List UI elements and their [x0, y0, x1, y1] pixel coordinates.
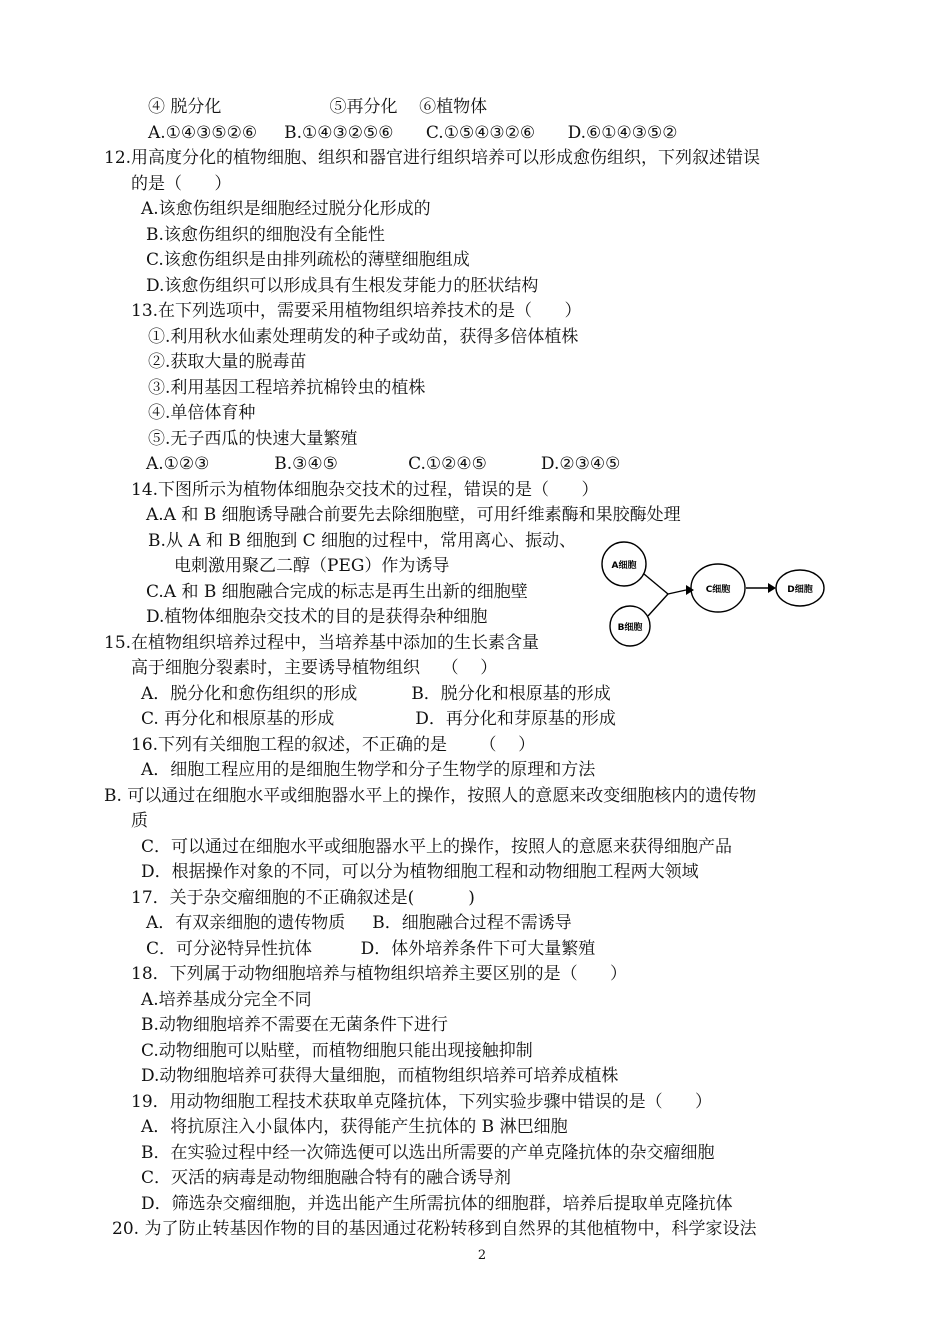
- text-line: ⑤.无子西瓜的快速大量繁殖: [148, 429, 358, 449]
- arrow-head-1: [686, 585, 694, 595]
- option-b: B.从 A 和 B 细胞到 C 细胞的过程中，常用离心、振动、: [148, 531, 577, 551]
- option-d: D．根据操作对象的不同，可以分为植物细胞工程和动物细胞工程两大领域: [141, 862, 699, 882]
- text-line: ①.利用秋水仙素处理萌发的种子或幼苗，获得多倍体植株: [148, 327, 579, 347]
- option-b: B．在实验过程中经一次筛选便可以选出所需要的产单克隆抗体的杂交瘤细胞: [141, 1143, 715, 1163]
- question-14: 14.下图所示为植物体细胞杂交技术的过程，错误的是（ ）: [131, 480, 599, 500]
- option-c: C．可以通过在细胞水平或细胞器水平上的操作，按照人的意愿来获得细胞产品: [141, 837, 733, 857]
- question-18: 18．下列属于动物细胞培养与植物组织培养主要区别的是（ ）: [131, 964, 628, 984]
- arrow-head-2: [768, 583, 776, 593]
- text-line: C. 再分化和根原基的形成 D．再分化和芽原基的形成: [141, 709, 616, 729]
- page-number: 2: [477, 1248, 487, 1263]
- question-13: 13.在下列选项中，需要采用植物组织培养技术的是（ ）: [131, 301, 582, 321]
- option-a: A．细胞工程应用的是细胞生物学和分子生物学的原理和方法: [141, 760, 596, 780]
- option-d: D.该愈伤组织可以形成具有生根发芽能力的胚状结构: [146, 276, 539, 296]
- option-d: D．筛选杂交瘤细胞，并选出能产生所需抗体的细胞群，培养后提取单克隆抗体: [141, 1194, 733, 1214]
- option-c: C．灭活的病毒是动物细胞融合特有的融合诱导剂: [141, 1168, 512, 1188]
- text-line: 的是（ ）: [131, 174, 232, 194]
- option-a: A.A 和 B 细胞诱导融合前要先去除细胞壁，可用纤维素酶和果胶酶处理: [146, 505, 681, 525]
- question-16: 16.下列有关细胞工程的叙述，不正确的是 （ ）: [131, 735, 536, 755]
- option-c: C.该愈伤组织是由排列疏松的薄壁细胞组成: [146, 250, 470, 270]
- option-a: A．将抗原注入小鼠体内，获得能产生抗体的 B 淋巴细胞: [141, 1117, 568, 1137]
- option-c: C.动物细胞可以贴壁，而植物细胞只能出现接触抑制: [141, 1041, 533, 1061]
- text-line: ③.利用基因工程培养抗棉铃虫的植株: [148, 378, 426, 398]
- text-line: A.①②③ B.③④⑤ C.①②④⑤ D.②③④⑤: [146, 454, 621, 474]
- text-line: A．脱分化和愈伤组织的形成 B．脱分化和根原基的形成: [141, 684, 611, 704]
- option-a: A.该愈伤组织是细胞经过脱分化形成的: [141, 199, 431, 219]
- cell-b-label: B细胞: [617, 623, 643, 633]
- option-b: B.该愈伤组织的细胞没有全能性: [146, 225, 385, 245]
- option-b: B.动物细胞培养不需要在无菌条件下进行: [141, 1015, 448, 1035]
- option-d: D.植物体细胞杂交技术的目的是获得杂种细胞: [146, 607, 488, 627]
- text-line: ②.获取大量的脱毒苗: [148, 352, 307, 372]
- text-line: C．可分泌特异性抗体 D．体外培养条件下可大量繁殖: [146, 939, 596, 959]
- text-line: A．有双亲细胞的遗传物质 B．细胞融合过程不需诱导: [146, 913, 572, 933]
- question-17: 17．关于杂交瘤细胞的不正确叙述是( ): [131, 888, 475, 908]
- question-15: 15.在植物组织培养过程中，当培养基中添加的生长素含量: [104, 633, 540, 653]
- option-a: A.培养基成分完全不同: [141, 990, 312, 1010]
- question-19: 19．用动物细胞工程技术获取单克隆抗体，下列实验步骤中错误的是（ ）: [131, 1092, 713, 1112]
- text-line: 质: [131, 811, 148, 831]
- text-line: ④.单倍体育种: [148, 403, 256, 423]
- cell-c-label: C细胞: [705, 585, 731, 595]
- cell-a-label: A细胞: [611, 561, 637, 571]
- option-c: C.A 和 B 细胞融合完成的标志是再生出新的细胞壁: [146, 582, 528, 602]
- text-line: 高于细胞分裂素时，主要诱导植物组织 （ ）: [131, 658, 498, 678]
- question-20: 20. 为了防止转基因作物的目的基因通过花粉转移到自然界的其他植物中，科学家设法: [112, 1219, 757, 1239]
- cell-fusion-diagram: [600, 538, 840, 648]
- cell-d-label: D细胞: [787, 585, 813, 595]
- text-line: A.①④③⑤②⑥ B.①④③②⑤⑥ C.①⑤④③②⑥ D.⑥①④③⑤②: [148, 123, 678, 143]
- option-d: D.动物细胞培养可获得大量细胞，而植物组织培养可培养成植株: [141, 1066, 619, 1086]
- option-b: B. 可以通过在细胞水平或细胞器水平上的操作，按照人的意愿来改变细胞核内的遗传物: [104, 786, 757, 806]
- text-line: 电刺激用聚乙二醇（PEG）作为诱导: [174, 556, 450, 576]
- text-line: ④ 脱分化 ⑤再分化 ⑥植物体: [148, 97, 488, 117]
- question-12: 12.用高度分化的植物细胞、组织和器官进行组织培养可以形成愈伤组织，下列叙述错误: [104, 148, 761, 168]
